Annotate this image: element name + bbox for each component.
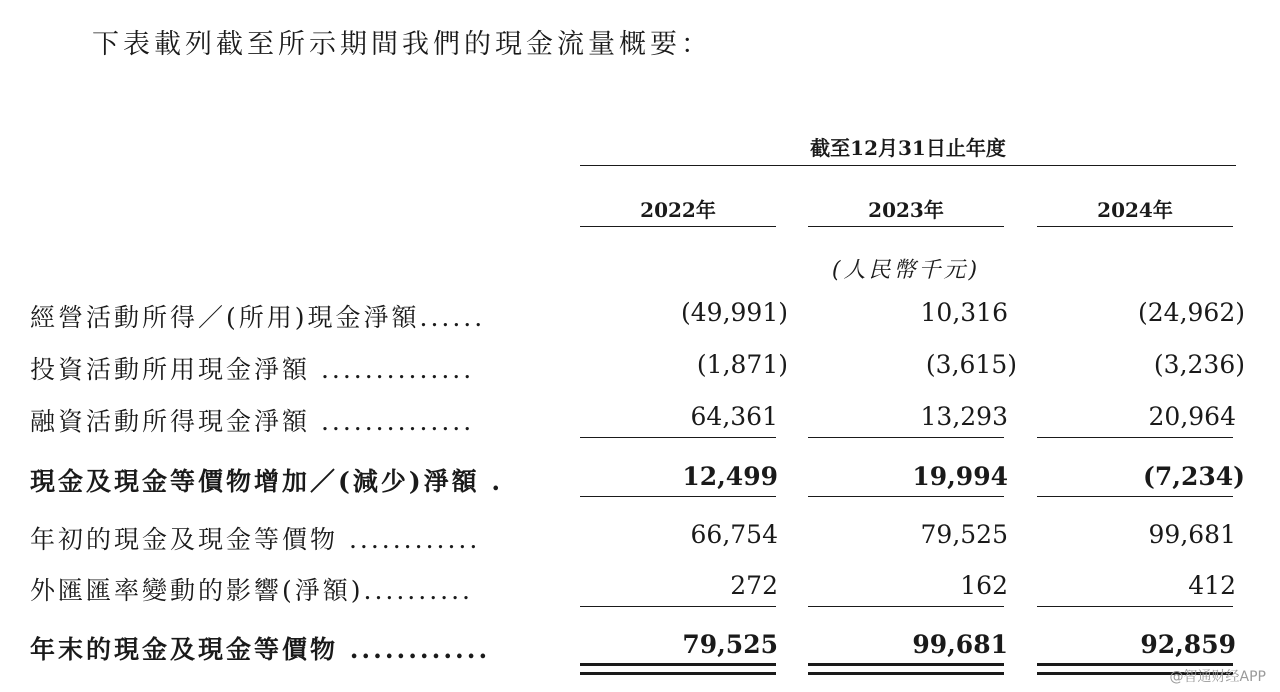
- intro-text: 下表載列截至所示期間我們的現金流量概要：: [92, 29, 712, 60]
- subtotal-rule: [808, 437, 1004, 438]
- row-label-net-change: 現金及現金等價物增加／(減少)淨額 .: [30, 467, 504, 496]
- subtotal-rule: [580, 437, 776, 438]
- subtotal-rule: [808, 496, 1004, 497]
- total-double-rule: [580, 663, 776, 675]
- cell-2023: 10,316: [920, 298, 1008, 327]
- subtotal-rule: [1037, 496, 1233, 497]
- subtotal-rule: [580, 496, 776, 497]
- cell-2024: 412: [1188, 571, 1236, 600]
- row-label-fx-effect: 外匯匯率變動的影響(淨額)..........: [30, 576, 473, 605]
- row-label-operating: 經營活動所得／(所用)現金淨額......: [30, 303, 486, 332]
- cell-2023: 19,994: [912, 462, 1008, 491]
- cell-2022: 272: [730, 571, 778, 600]
- cell-2022: (49,991): [681, 298, 788, 327]
- year-rule: [808, 226, 1004, 227]
- total-double-rule: [808, 663, 1004, 675]
- subtotal-rule: [1037, 437, 1233, 438]
- cell-2022: 79,525: [682, 630, 778, 659]
- year-rule: [1037, 226, 1233, 227]
- cell-2023: 162: [960, 571, 1008, 600]
- cell-2024: 92,859: [1140, 630, 1236, 659]
- cell-2024: (24,962): [1138, 298, 1245, 327]
- subtotal-rule: [580, 606, 776, 607]
- row-label-beginning-cash: 年初的現金及現金等價物 ............: [30, 525, 481, 554]
- cell-2023: (3,615): [925, 350, 1017, 379]
- cell-2022: 64,361: [690, 402, 778, 431]
- cell-2022: (1,871): [696, 350, 788, 379]
- row-label-ending-cash: 年末的現金及現金等價物 ............: [30, 635, 491, 664]
- year-header-2023: 2023年: [868, 198, 944, 222]
- cell-2024: (7,234): [1143, 462, 1245, 491]
- year-rule: [580, 226, 776, 227]
- cell-2023: 99,681: [912, 630, 1008, 659]
- subtotal-rule: [808, 606, 1004, 607]
- unit-label: (人民幣千元): [831, 258, 981, 283]
- period-header: 截至12月31日止年度: [810, 136, 1006, 160]
- year-header-2024: 2024年: [1097, 198, 1173, 222]
- year-header-2022: 2022年: [640, 198, 716, 222]
- cell-2022: 12,499: [682, 462, 778, 491]
- cell-2024: 99,681: [1148, 520, 1236, 549]
- cell-2023: 13,293: [920, 402, 1008, 431]
- cell-2023: 79,525: [920, 520, 1008, 549]
- row-label-investing: 投資活動所用現金淨額 ..............: [30, 355, 475, 384]
- cell-2022: 66,754: [690, 520, 778, 549]
- row-label-financing: 融資活動所得現金淨額 ..............: [30, 407, 475, 436]
- period-rule: [580, 165, 1236, 166]
- watermark: @智通财经APP: [1169, 669, 1266, 685]
- subtotal-rule: [1037, 606, 1233, 607]
- cell-2024: 20,964: [1148, 402, 1236, 431]
- cell-2024: (3,236): [1153, 350, 1245, 379]
